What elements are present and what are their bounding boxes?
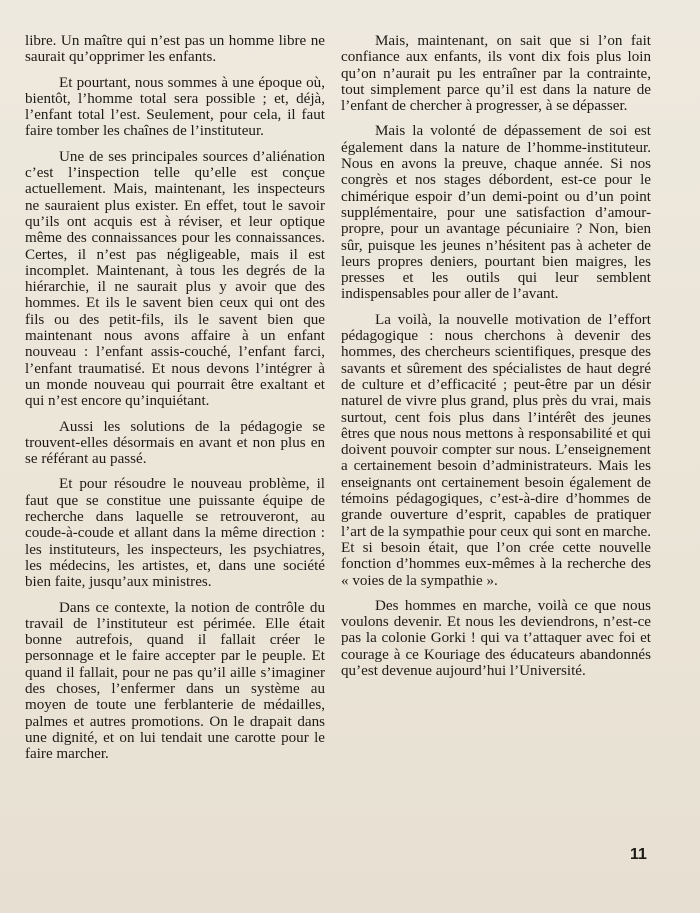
paragraph: libre. Un maître qui n’est pas un homme libre ne saurait qu’opprimer les enfants. <box>25 33 325 66</box>
paragraph: Et pour résoudre le nouveau problème, il faut que se constitue une puissante équipe de recherche dans laquelle se retrouveront, au coude-à-coude et allant dans la même direction : les instituteurs, les inspecteurs, les psychiatres, les médecins, les artistes, et, dans une société bien faite, jusqu’aux ministres. <box>25 476 325 591</box>
paragraph: Dans ce contexte, la notion de contrôle du travail de l’instituteur est périmée. Elle était bonne autrefois, quand il fallait créer le personnage et le faire accepter par le peuple. Et quand il fallait, pour ne pas qu’il aille s’imaginer des choses, l’enfermer dans un système au moyen de toute une ferblanterie de médailles, palmes et autres promotions. On le drapait dans une dignité, et on lui tendait une carotte pour le faire marcher. <box>25 599 325 763</box>
paragraph: Une de ses principales sources d’aliénation c’est l’inspection telle qu’elle est conçue actuellement. Mais, maintenant, les inspecteurs ne sauraient plus exister. En effet, tout le savoir qu’ils ont acquis est à réviser, et leur optique même des connaissances pour les connaissances. Certes, il n’est pas négligeable, mais il est incomplet. Maintenant, à tous les degrés de la hiérarchie, il ne saurait plus y avoir que des hommes. Et ils le savent bien ceux qui ont des fils ou des petit-fils, ils le savent bien que maintenant nous avons affaire à un enfant nouveau : l’enfant assis-couché, l’enfant farci, l’enfant traumatisé. Et nous devons l’intégrer à un monde nouveau qui pourrait être exaltant et qui n’est encore qu’inquiétant. <box>25 148 325 410</box>
paragraph: Et pourtant, nous sommes à une époque où, bientôt, l’homme total sera possible ; et, déjà, l’enfant total l’est. Seulement, pour cela, il faut faire tomber les chaînes de l’instituteur. <box>25 74 325 140</box>
page-number: 11 <box>630 846 647 863</box>
paragraph: Mais la volonté de dépassement de soi est également dans la nature de l’homme-instituteur. Nous en avons la preuve, chaque année. Si nos congrès et nos stages débordent, est-ce pour le chimérique espoir d’un demi-point ou d’un point supplémentaire, pour une satisfaction d’amour-propre, pour un avantage pécuniaire ? Non, bien sûr, puisque les jeunes n’hésitent pas à acheter de leurs propres deniers, pourtant bien maigres, les presses et les outils qui leur semblent indispensables pour aller de l’avant. <box>341 123 651 303</box>
paragraph: La voilà, la nouvelle motivation de l’effort pédagogique : nous cherchons à devenir des hommes, des chercheurs scientifiques, presque des savants et sûrement des spécialistes de haut degré de culture et d’efficacité ; peut-être par un désir naturel de vivre plus grand, plus près du vrai, mais surtout, cent fois plus dans l’intérêt des jeunes êtres que nous nous mettons à responsabilité et qui doivent pouvoir compter sur nous. L’enseignement a certainement besoin d’administrateurs. Mais les enseignants ont certainement besoin également de témoins pédagogiques, c’est-à-dire d’hommes de grande ouverture d’esprit, capables de pratiquer l’art de la sympathie pour ceux qui sont en marche. Et si besoin était, que l’on crée cette nouvelle fonction d’hommes eux-mêmes à la recherche des « voies de la sympathie ». <box>341 311 651 589</box>
right-text-column <box>341 33 651 688</box>
paragraph: Des hommes en marche, voilà ce que nous voulons devenir. Et nous les deviendrons, n’est-ce pas la colonie Gorki ! qui va t’attaquer avec foi et courage à ce Kouriage des éducateurs abandonnés qu’est devenue aujourd’hui l’Université. <box>341 597 651 679</box>
paragraph: Mais, maintenant, on sait que si l’on fait confiance aux enfants, ils vont dix fois plus loin qu’on n’aurait pu les entraîner par la contrainte, tout simplement parce qu’il est dans la nature de l’enfant de chercher à progresser, à se dépasser. <box>341 33 651 115</box>
paragraph: Aussi les solutions de la pédagogie se trouvent-elles désormais en avant et non plus en se référant au passé. <box>25 418 325 468</box>
left-text-column <box>25 33 325 771</box>
